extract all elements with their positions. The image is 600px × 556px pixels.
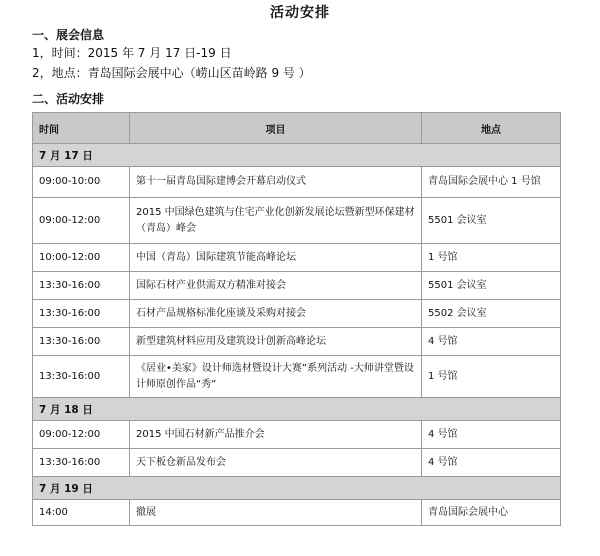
event-place: 5501 会议室: [422, 198, 561, 244]
event-time: 09:00-10:00: [33, 167, 130, 198]
event-time: 13:30-16:00: [33, 300, 130, 328]
date-label: 7 月 19 日: [33, 477, 561, 500]
event-time: 13:30-16:00: [33, 328, 130, 356]
event-item: 新型建筑材料应用及建筑设计创新高峰论坛: [130, 328, 422, 356]
event-item: 撤展: [130, 500, 422, 526]
event-place: 4 号馆: [422, 449, 561, 477]
event-time: 10:00-12:00: [33, 244, 130, 272]
event-time: 13:30-16:00: [33, 356, 130, 398]
table-row: [33, 167, 561, 198]
table-header-row: [33, 113, 561, 144]
event-item: 中国（青岛）国际建筑节能高峰论坛: [130, 244, 422, 272]
date-label: 7 月 17 日: [33, 144, 561, 167]
event-place: 5501 会议室: [422, 272, 561, 300]
header-time: 时间: [33, 113, 130, 144]
event-time: 13:30-16:00: [33, 449, 130, 477]
info-location-line: 2，地点：青岛国际会展中心（崂山区苗岭路 9 号 ）: [32, 66, 311, 80]
event-place: 青岛国际会展中心 1 号馆: [422, 167, 561, 198]
event-time: 14:00: [33, 500, 130, 526]
table-row: [33, 198, 561, 244]
event-item: 国际石材产业供需双方精准对接会: [130, 272, 422, 300]
event-item: 《居业•美家》设计师选材暨设计大赛”系列活动 -大师讲堂暨设计师原创作品“秀”: [130, 356, 422, 398]
section-heading-exhibition-info: 一、展会信息: [32, 28, 105, 42]
table-row: [33, 300, 561, 328]
date-row: [33, 144, 561, 167]
event-time: 13:30-16:00: [33, 272, 130, 300]
date-row: [33, 398, 561, 421]
date-row: [33, 477, 561, 500]
event-place: 5502 会议室: [422, 300, 561, 328]
event-item: 石材产品规格标准化座谈及采购对接会: [130, 300, 422, 328]
info-time-line: 1，时间：2015 年 7 月 17 日-19 日: [32, 46, 232, 60]
table-row: [33, 421, 561, 449]
event-place: 1 号馆: [422, 356, 561, 398]
section-heading-schedule: 二、活动安排: [32, 92, 105, 106]
event-item: 2015 中国绿色建筑与住宅产业化创新发展论坛暨新型环保建材（青岛）峰会: [130, 198, 422, 244]
schedule-table: [32, 112, 561, 526]
event-item: 第十一届青岛国际建博会开幕启动仪式: [130, 167, 422, 198]
event-place: 4 号馆: [422, 421, 561, 449]
header-item: 项目: [130, 113, 422, 144]
event-place: 4 号馆: [422, 328, 561, 356]
table-row: [33, 328, 561, 356]
date-label: 7 月 18 日: [33, 398, 561, 421]
event-time: 09:00-12:00: [33, 198, 130, 244]
event-item: 2015 中国石材新产品推介会: [130, 421, 422, 449]
table-row: [33, 500, 561, 526]
table-row: [33, 356, 561, 398]
event-place: 青岛国际会展中心: [422, 500, 561, 526]
table-row: [33, 272, 561, 300]
event-place: 1 号馆: [422, 244, 561, 272]
table-row: [33, 244, 561, 272]
table-row: [33, 449, 561, 477]
event-item: 天下板仓新品发布会: [130, 449, 422, 477]
event-time: 09:00-12:00: [33, 421, 130, 449]
page-title: 活动安排: [270, 5, 330, 21]
header-place: 地点: [422, 113, 561, 144]
